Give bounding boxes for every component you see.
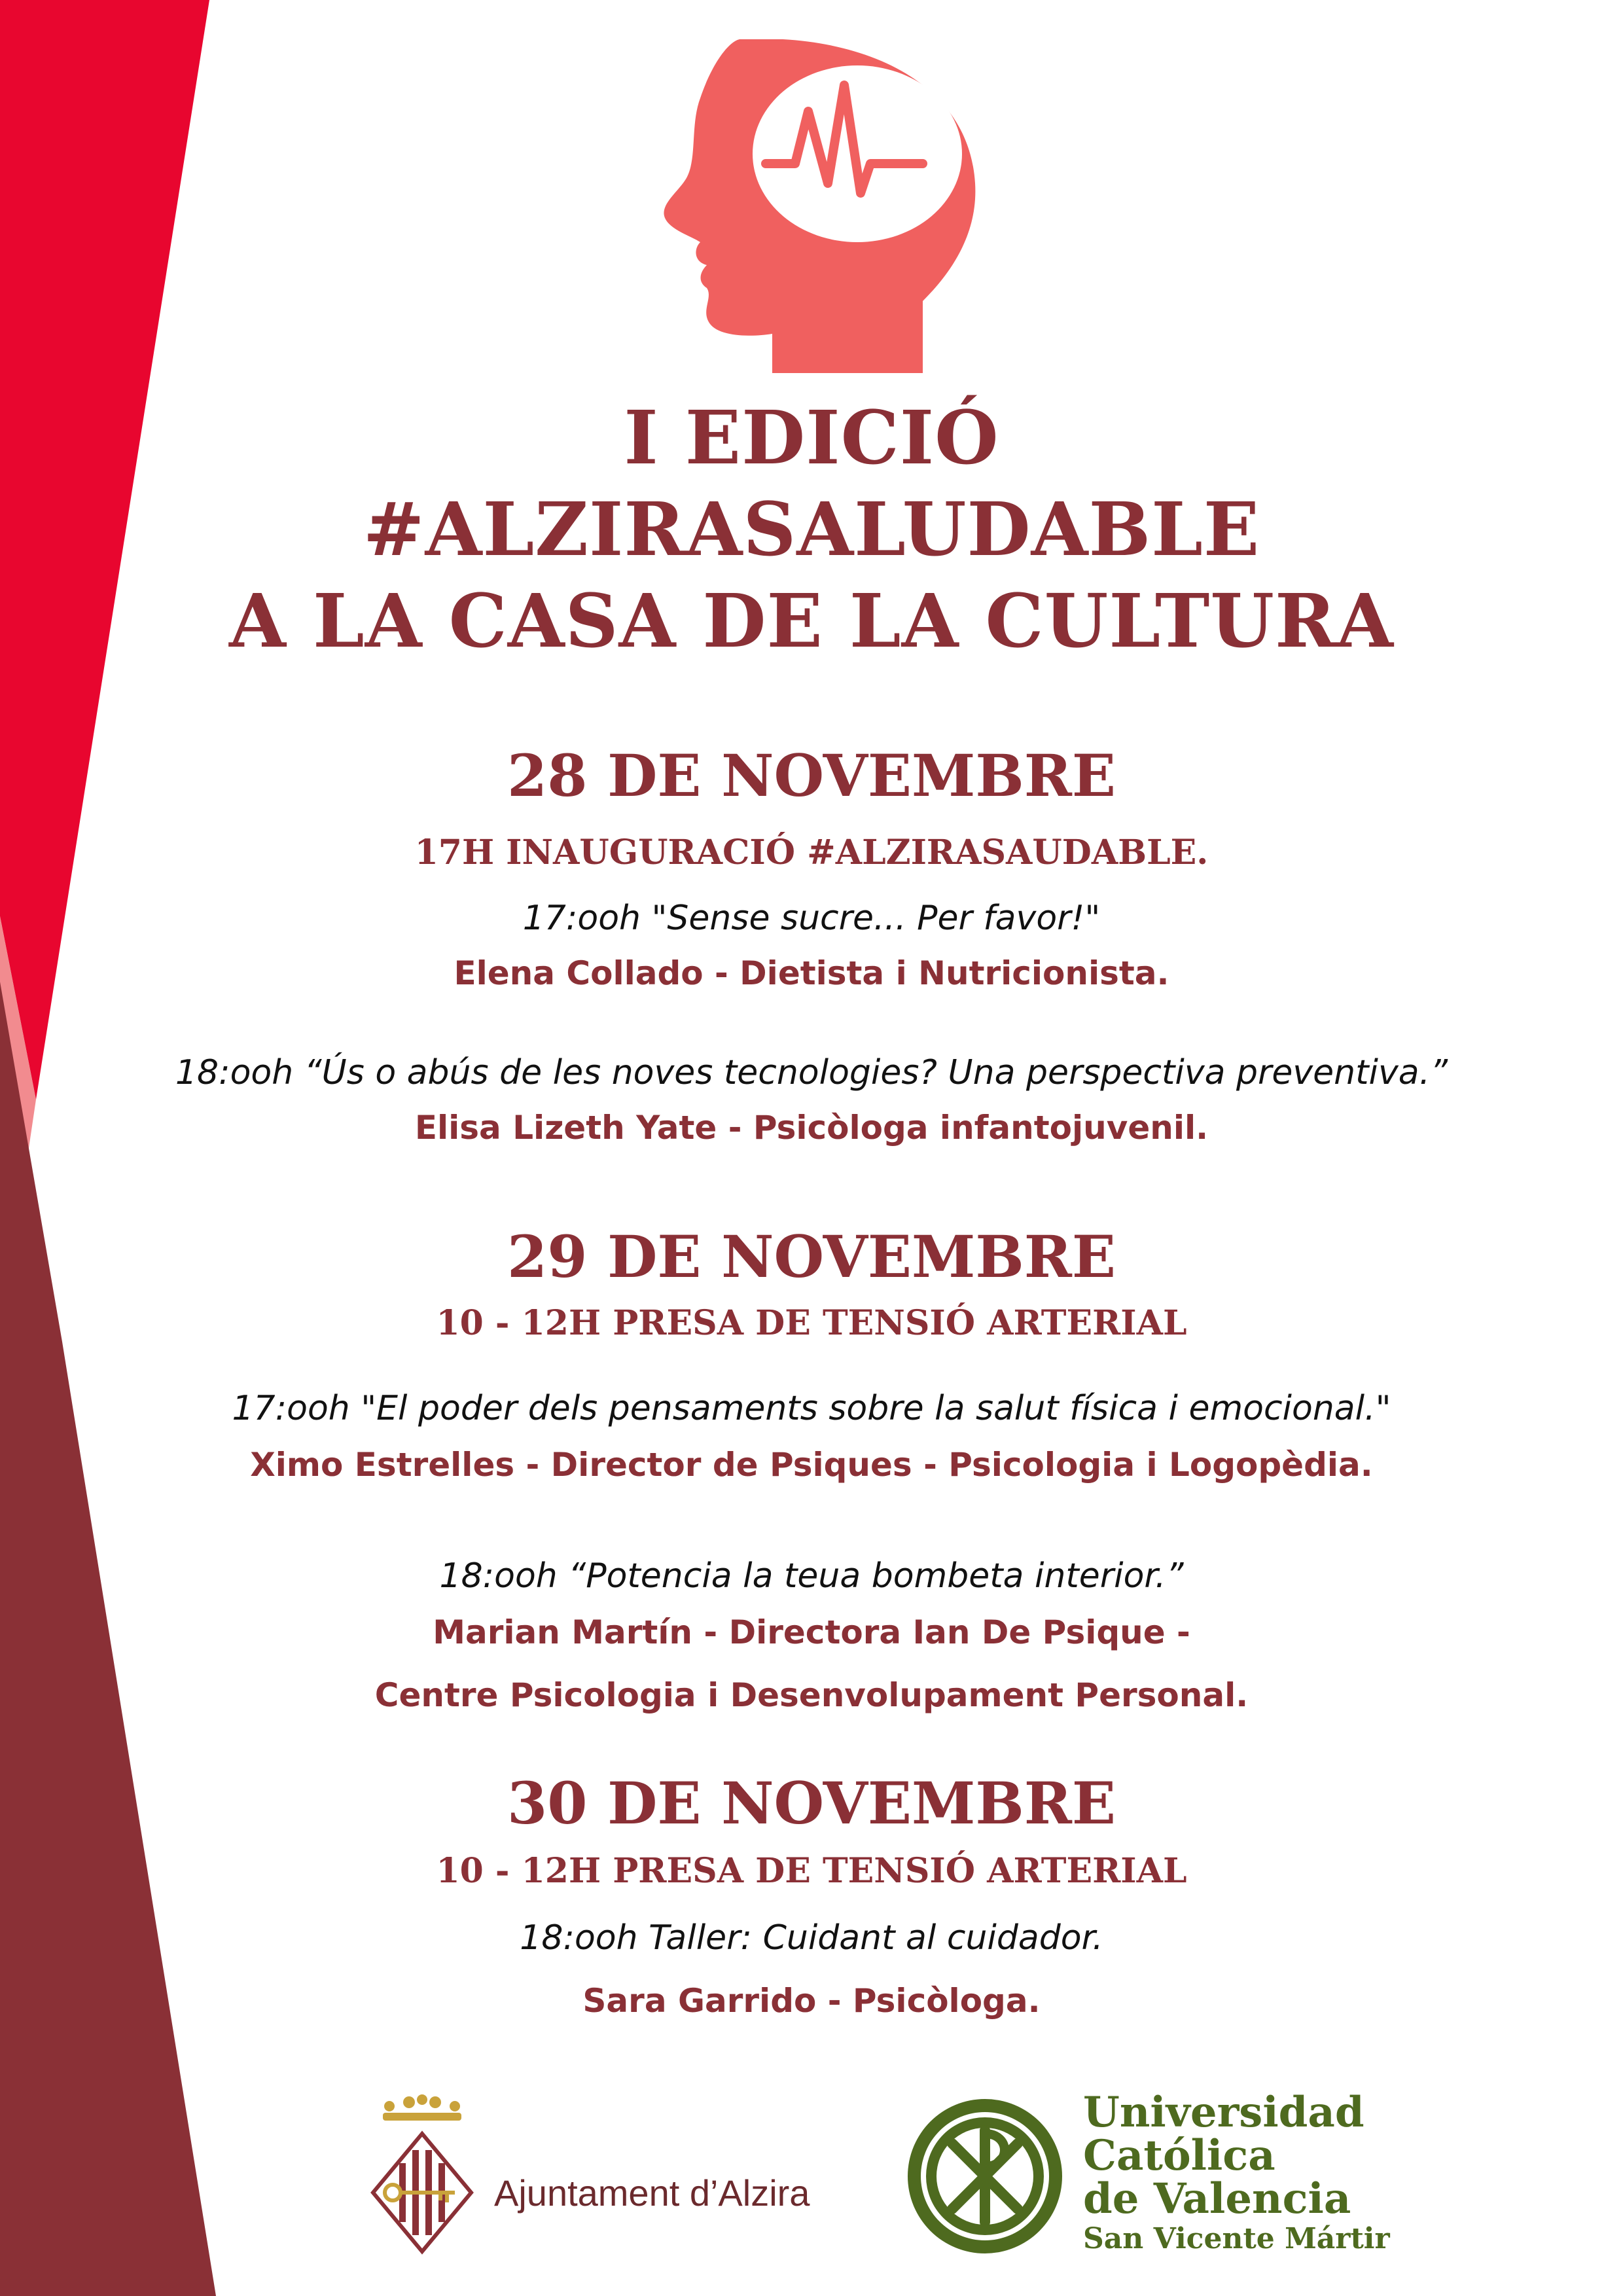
ucv-name-line2: Católica [1083,2131,1275,2180]
ucv-name-line3: de Valencia [1083,2174,1351,2223]
day-subhead: 10 - 12H PRESA DE TENSIÓ ARTERIAL [436,1303,1187,1343]
day-29-section [0,1221,1623,1717]
event-talk: 17:ooh "Sense sucre... Per favor!" [522,899,1101,938]
ucv-logo-text [1083,2088,1390,2257]
day-date: 28 DE NOVEMBRE [507,742,1116,810]
event-talk: 18:ooh “Ús o abús de les noves tecnologies? Una perspectiva preventiva.” [175,1053,1448,1092]
title-venue: A LA CASA DE LA CULTURA [229,579,1394,664]
event-talk: 17:ooh "El poder dels pensaments sobre la salut física i emocional." [232,1389,1391,1428]
ucv-name-line1: Universidad [1083,2088,1364,2137]
event-speaker: Marian Martín - Directora Ian De Psique - [433,1613,1190,1651]
day-date: 30 DE NOVEMBRE [507,1769,1116,1837]
event-speaker: Ximo Estrelles - Director de Psiques - Psicologia i Logopèdia. [250,1446,1373,1484]
event-speaker: Elena Collado - Dietista i Nutricionista. [454,954,1169,992]
ajuntament-logo-text: Ajuntament d’Alzira [494,2172,810,2214]
title-block [0,393,1623,668]
alzira-coat-of-arms-icon [363,2094,481,2258]
event-speaker: Elisa Lizeth Yate - Psicòloga infantojuvenil. [414,1109,1209,1147]
head-with-heartbeat-icon [661,39,988,380]
event-speaker-affiliation: Centre Psicologia i Desenvolupament Personal. [374,1676,1249,1714]
event-talk: 18:ooh Taller: Cuidant al cuidador. [520,1918,1103,1958]
day-30-section [0,1767,1623,2022]
event-speaker: Sara Garrido - Psicòloga. [582,1982,1041,2020]
title-edition: I EDICIÓ [624,395,999,481]
day-date: 29 DE NOVEMBRE [507,1223,1116,1291]
day-subhead: 17H INAUGURACIÓ #ALZIRASAUDABLE. [414,833,1209,872]
day-28-section [0,740,1623,1149]
ucv-seal-icon [903,2094,1067,2258]
event-talk: 18:ooh “Potencia la teua bombeta interior.” [439,1556,1184,1596]
ucv-name-line4: San Vicente Mártir [1083,2222,1390,2255]
day-subhead: 10 - 12H PRESA DE TENSIÓ ARTERIAL [436,1851,1187,1891]
title-hashtag: #ALZIRASALUDABLE [363,487,1260,573]
